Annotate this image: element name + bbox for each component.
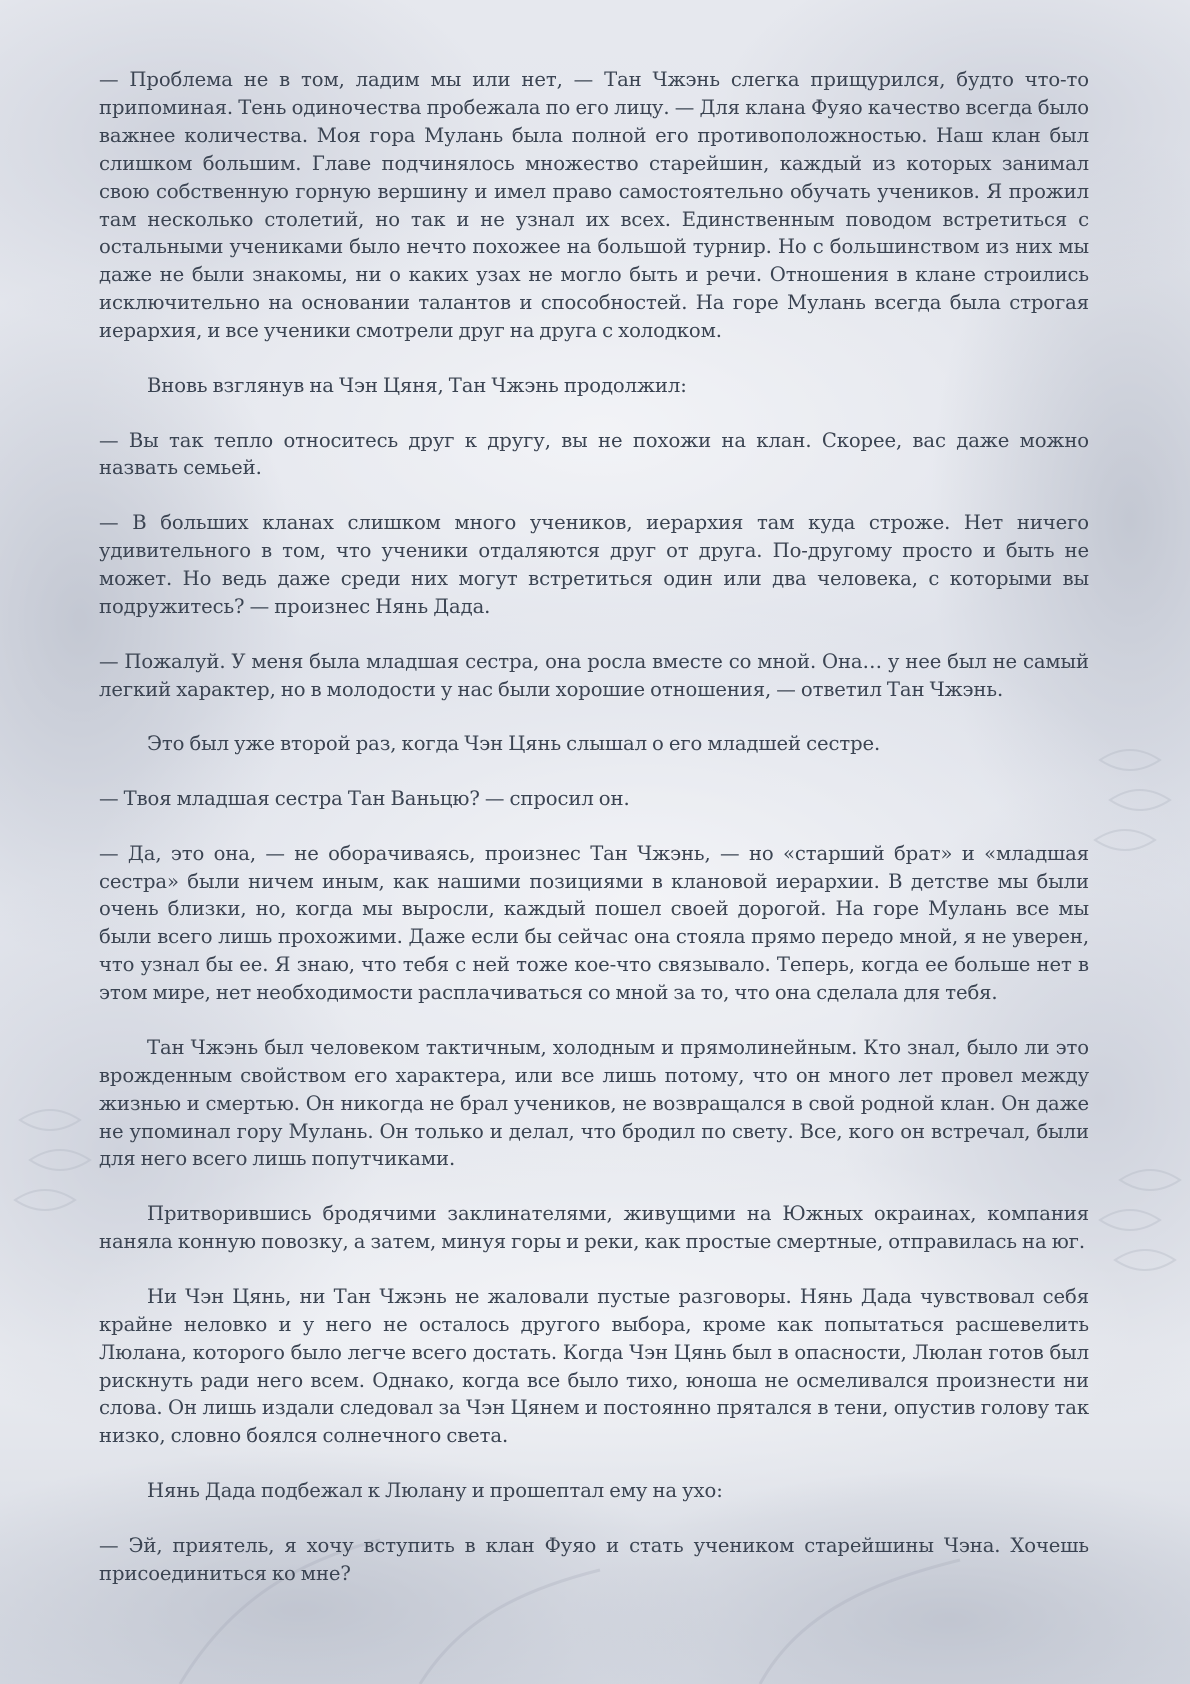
paragraph-4: — В больших кланах слишком много учеников, иерархия там куда строже. Нет ничего удивительного в том, что ученики отдаляются друг от друга. По-другому просто и быть не может. Но ведь даже среди них могут встретиться один или два человека, с которыми вы подружитесь? — произнес Нянь Дада. <box>99 511 1089 618</box>
paragraph-8: — Да, это она, — не оборачиваясь, произнес Тан Чжэнь, — но «старший брат» и «младшая сестра» были ничем иным, как нашими позициями в клановой иерархии. В детстве мы были очень близки, но, когда мы выросли, каждый пошел своей дорогой. На горе Мулань все мы были всего лишь прохожими. Даже если бы сейчас она стояла прямо передо мной, я не уверен, что узнал бы ее. Я знаю, что тебя с ней тоже кое-что связывало. Теперь, когда ее больше нет в этом мире, нет необходимости расплачиваться со мной за то, что она сделала для тебя. <box>99 841 1089 1005</box>
paragraph-1: — Проблема не в том, ладим мы или нет, — Тан Чжэнь слегка прищурился, будто что-то припоминая. Тень одиночества пробежала по его лицу. — Для клана Фуяо качество всегда было важнее количества. Моя гора Мулань была полной его противоположностью. Наш клан был слишком большим. Главе подчинялось множество старейшин, каждый из которых занимал свою собственную горную вершину и имел право самостоятельно обучать учеников. Я прожил там несколько столетий, но так и не узнал их всех. Единственным поводом встретиться с остальными учениками было нечто похожее на большой турнир. Но с большинством из них мы даже не были знакомы, ни о каких узах не могло быть и речи. Отношения в клане строились исключительно на основании талантов и способностей. На горе Мулань всегда была строгая иерархия, и все ученики смотрели друг на друга с холодком. <box>99 68 1089 343</box>
paragraph-11: Ни Чэн Цянь, ни Тан Чжэнь не жаловали пустые разговоры. Нянь Дада чувствовал себя крайне неловко и у него не осталось другого выбора, кроме как попытаться расшевелить Люлана, которого было легче всего достать. Когда Чэн Цянь был в опасности, Люлан готов был рискнуть ради него всем. Однако, когда все было тихо, юноша не осмеливался произнести ни слова. Он лишь издали следовал за Чэн Цянем и постоянно прятался в тени, опустив голову так низко, словно боялся солнечного света. <box>99 1284 1089 1448</box>
paragraph-13: — Эй, приятель, я хочу вступить в клан Фуяо и стать учеником старейшины Чэна. Хочешь присоединиться ко мне? <box>99 1533 1089 1585</box>
paragraph-6: Это был уже второй раз, когда Чэн Цянь слышал о его младшей сестре. <box>147 732 881 756</box>
paragraph-12: Нянь Дада подбежал к Люлану и прошептал ему на ухо: <box>147 1479 723 1503</box>
paragraph-2: Вновь взглянув на Чэн Цяня, Тан Чжэнь продолжил: <box>147 373 687 397</box>
story-text-column <box>99 66 1089 1588</box>
paragraph-5: — Пожалуй. У меня была младшая сестра, она росла вместе со мной. Она… у нее был не самый легкий характер, но в молодости у нас были хорошие отношения, — ответил Тан Чжэнь. <box>99 649 1089 701</box>
paragraph-3: — Вы так тепло относитесь друг к другу, вы не похожи на клан. Скорее, вас даже можно назвать семьей. <box>99 428 1089 480</box>
paragraph-9: Тан Чжэнь был человеком тактичным, холодным и прямолинейным. Кто знал, было ли это врожденным свойством его характера, или все лишь потому, что он много лет провел между жизнью и смертью. Он никогда не брал учеников, не возвращался в свой родной клан. Он даже не упоминал гору Мулань. Он только и делал, что бродил по свету. Все, кого он встречал, были для него всего лишь попутчиками. <box>99 1035 1089 1171</box>
paragraph-7: — Твоя младшая сестра Тан Ваньцю? — спросил он. <box>99 786 630 810</box>
paragraph-10: Притворившись бродячими заклинателями, живущими на Южных окраинах, компания наняла конную повозку, а затем, минуя горы и реки, как простые смертные, отправилась на юг. <box>99 1202 1089 1254</box>
